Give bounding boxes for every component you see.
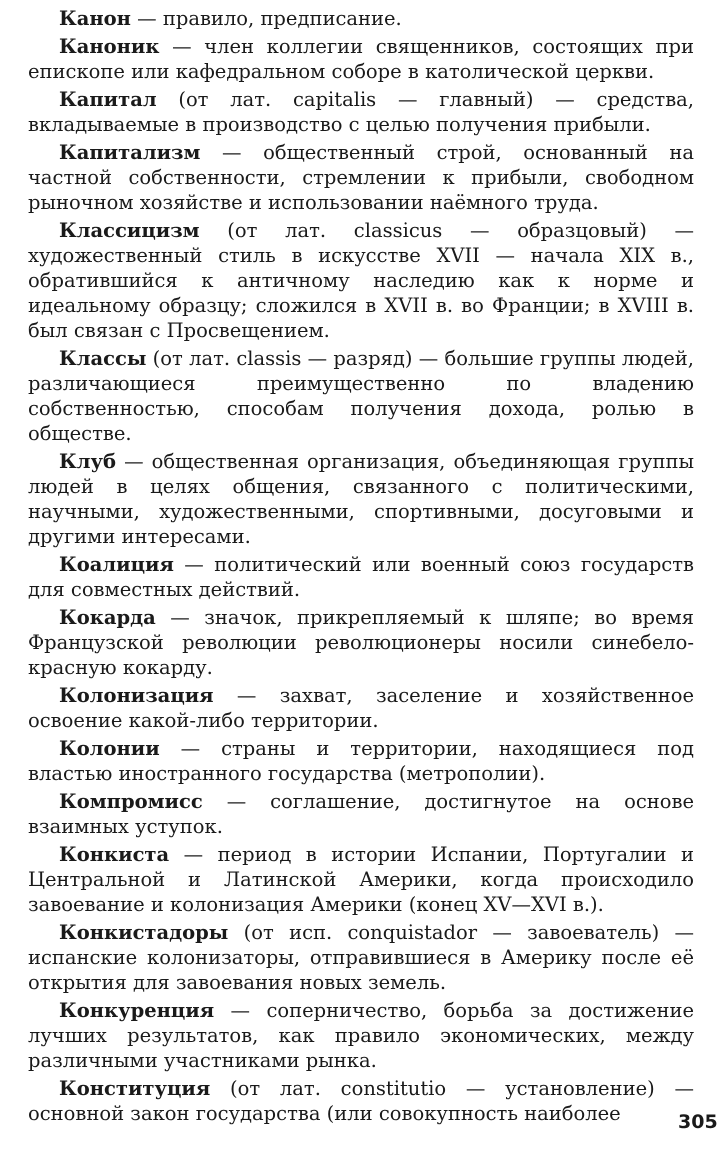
glossary-term: Классы	[59, 347, 147, 370]
glossary-term: Колонии	[59, 737, 160, 760]
glossary-definition: — политический или военный союз государств для совместных действий.	[28, 553, 694, 601]
glossary-entry	[28, 736, 694, 786]
glossary-definition: — соперничество, борьба за достижение лучших результатов, как правило экономических, между различными участниками рынка.	[28, 999, 694, 1072]
glossary-term: Клуб	[59, 450, 116, 473]
glossary-page	[28, 6, 718, 1156]
glossary-definition: (от лат. classicus — образцовый) — художественный стиль в искусстве XVII — начала XIX в., обратившийся к античному наследию как к норме и идеальному образцу; сложился в XVII в. во Франции; в XVIII в. был связан с Просвещением.	[28, 219, 694, 342]
glossary-entry	[28, 789, 694, 839]
glossary-definition: — правило, предписание.	[130, 7, 402, 30]
glossary-entry	[28, 6, 694, 31]
glossary-term: Конкистадоры	[59, 921, 229, 944]
glossary-entry	[28, 449, 694, 549]
page-number: 305	[678, 1111, 718, 1133]
glossary-term: Конкуренция	[59, 999, 215, 1022]
glossary-entry	[28, 552, 694, 602]
glossary-term: Каноник	[59, 35, 160, 58]
glossary-definition: (от лат. classis — разряд) — большие группы людей, различающиеся преимущественно по владению собственностью, способам получения дохода, ролью в обществе.	[28, 347, 694, 445]
glossary-entries	[28, 6, 694, 1126]
glossary-entry	[28, 683, 694, 733]
glossary-definition: (от лат. constitutio — установление) — основной закон государства (или совокупность наиболее	[28, 1077, 694, 1125]
glossary-entry	[28, 1076, 694, 1126]
glossary-entry	[28, 34, 694, 84]
glossary-term: Конституция	[59, 1077, 211, 1100]
glossary-term: Коалиция	[59, 553, 174, 576]
glossary-term: Кокарда	[59, 606, 156, 629]
glossary-definition: — значок, прикрепляемый к шляпе; во время Французской революции революционеры носили синебело-красную кокарду.	[28, 606, 694, 679]
glossary-entry	[28, 346, 694, 446]
glossary-term: Капитализм	[59, 141, 201, 164]
glossary-entry	[28, 920, 694, 995]
glossary-definition: (от исп. conquistador — завоеватель) — испанские колонизаторы, отправившиеся в Америку после её открытия для завоевания новых земель.	[28, 921, 694, 994]
glossary-entry	[28, 218, 694, 343]
glossary-definition: — период в истории Испании, Португалии и Центральной и Латинской Америки, когда происходило завоевание и колонизация Америки (конец XV—XVI в.).	[28, 843, 694, 916]
glossary-term: Капитал	[59, 88, 157, 111]
glossary-term: Классицизм	[59, 219, 200, 242]
glossary-definition: — член коллегии священников, состоящих при епископе или кафедральном соборе в католической церкви.	[28, 35, 694, 83]
glossary-definition: (от лат. capitalis — главный) — средства, вкладываемые в производство с целью получения прибыли.	[28, 88, 694, 136]
glossary-term: Компромисс	[59, 790, 203, 813]
glossary-term: Конкиста	[59, 843, 170, 866]
glossary-term: Канон	[59, 7, 131, 30]
glossary-definition: — общественная организация, объединяющая группы людей в целях общения, связанного с политическими, научными, художественными, спортивными, досуговыми и другими интересами.	[28, 450, 694, 548]
glossary-definition: — общественный строй, основанный на частной собственности, стремлении к прибыли, свободном рыночном хозяйстве и использовании наёмного труда.	[28, 141, 694, 214]
glossary-entry	[28, 605, 694, 680]
glossary-term: Колонизация	[59, 684, 214, 707]
glossary-definition: — соглашение, достигнутое на основе взаимных уступок.	[28, 790, 694, 838]
glossary-entry	[28, 140, 694, 215]
glossary-definition: — захват, заселение и хозяйственное освоение какой-либо территории.	[28, 684, 694, 732]
glossary-entry	[28, 842, 694, 917]
glossary-entry	[28, 998, 694, 1073]
glossary-entry	[28, 87, 694, 137]
glossary-definition: — страны и территории, находящиеся под властью иностранного государства (метрополии).	[28, 737, 694, 785]
